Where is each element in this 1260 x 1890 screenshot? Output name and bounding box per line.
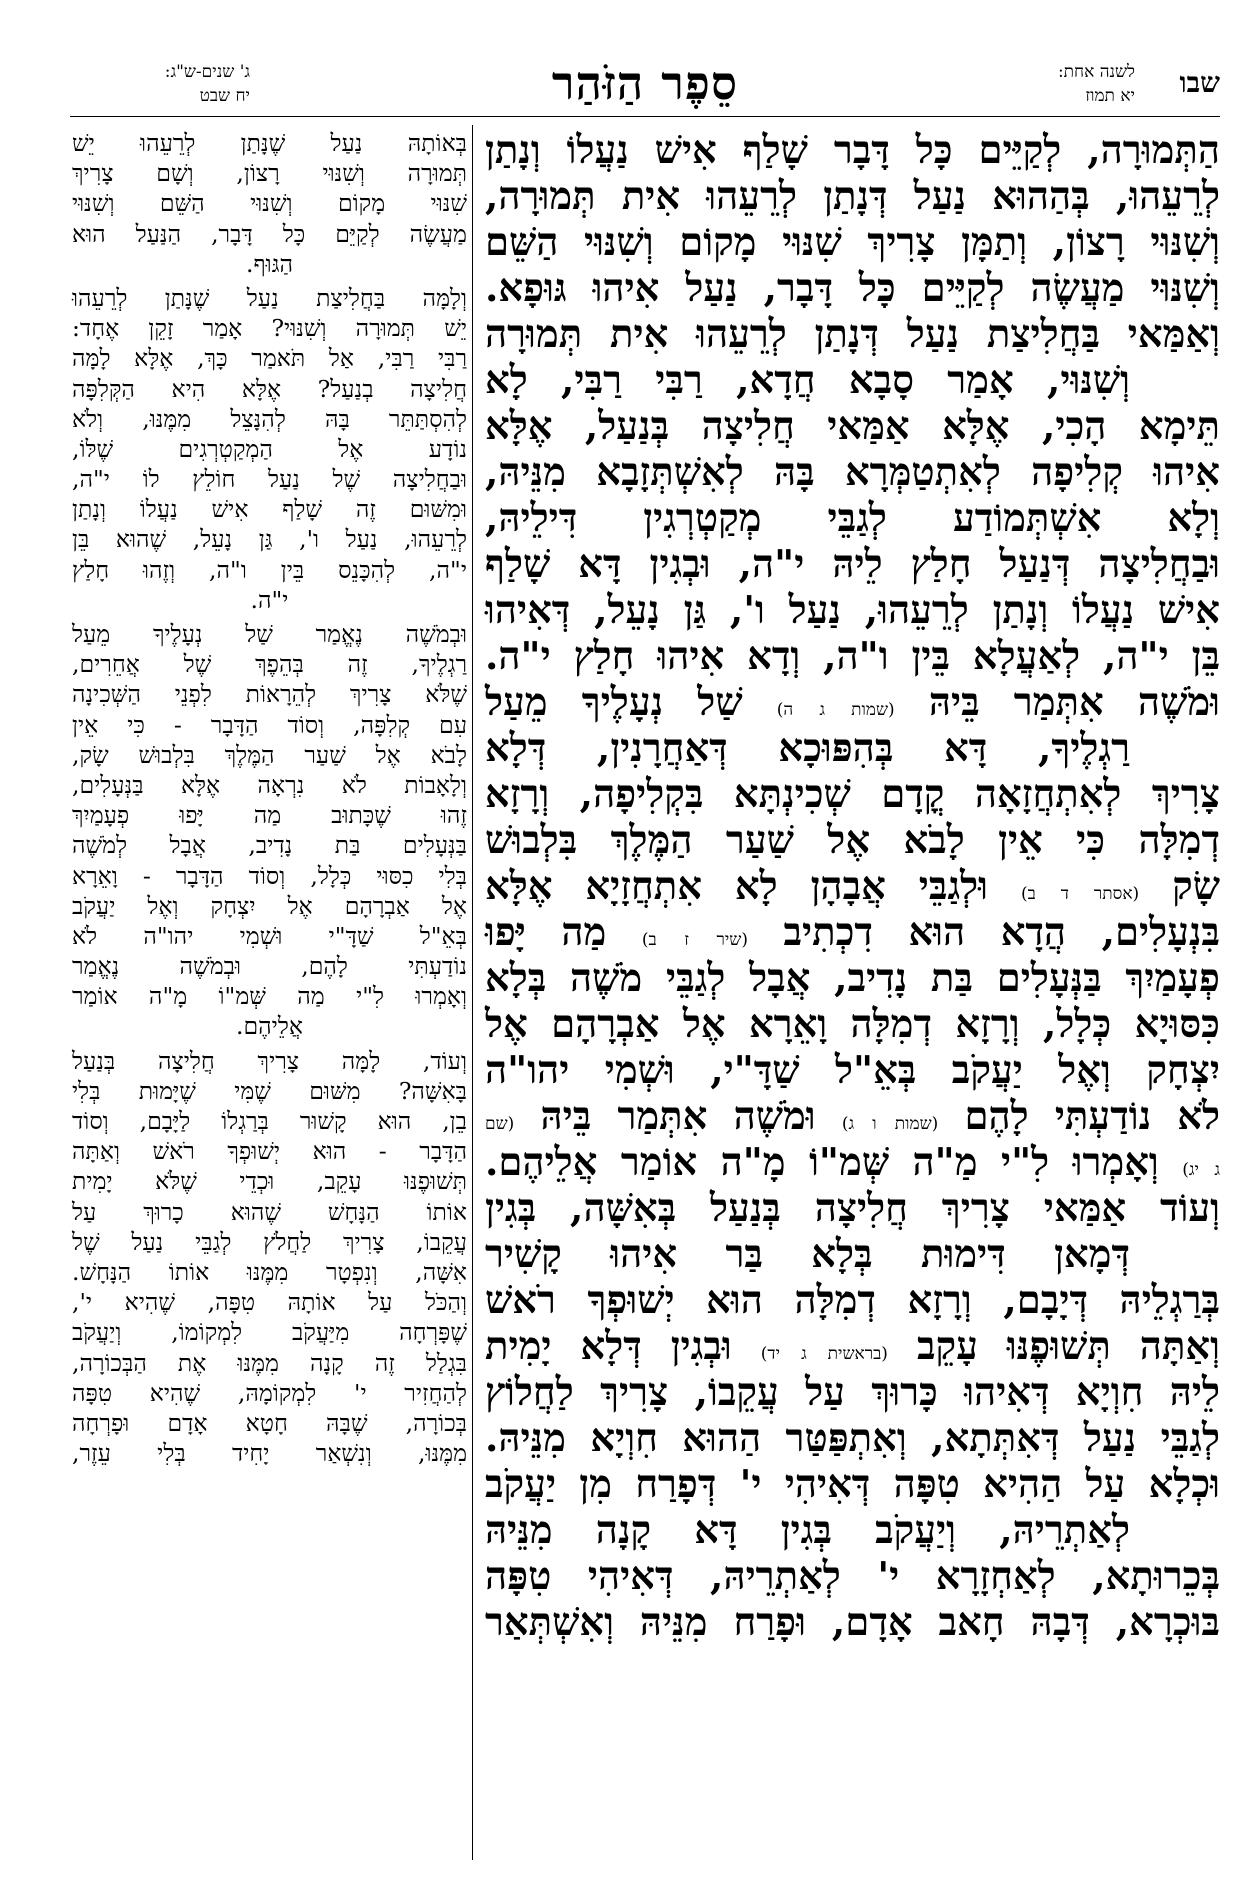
main-line: בְּרַגְלֵיהּ דְּיָבָם, וְרָזָא דְמִלָּה הוּא יְשׁוּפְךָ רֹאשׁ: [485, 1278, 1220, 1323]
main-line-part: מַה יָּפוּ: [485, 910, 607, 955]
comm-line: אוֹתוֹ הַנָּחָשׁ שֶׁהוּא כָרוּךְ עַל: [72, 1197, 467, 1226]
main-line: וְלָא אִשְׁתְּמוֹדַע לְגַבֵּי מְקַטְרְגִין דִּילֵיהּ,: [485, 496, 1220, 541]
comm-line: בַּנְּעָלִים בַּת נָדִיב, אֲבָל לְמֹשֶׁה: [72, 831, 467, 860]
comm-line: מִמֶּנּוּ, וְנִשְׁאַר יָחִיד בְּלִי עֵזֶר,: [72, 1439, 467, 1468]
main-text-column: [485, 128, 1220, 1646]
main-line-part: וְאַתָּה תְּשׁוּפֶנּוּ עָקֵב: [887, 1324, 1220, 1369]
main-line: לְרֵעֵהוּ, בְּהַהוּא נַעַל דְּנָתַן לְרֵעֵהוּ אִית תְּמוּרָה,: [485, 174, 1220, 219]
main-line: דְּמָאן דִּימוּת בְּלָא בַּר אִיהוּ קָשִׁיר: [485, 1232, 1130, 1277]
comm-line: לְרֵעֵהוּ, נַעַל ו', גַּן נָעֵל, שֶׁהוּא בֵּן: [72, 525, 467, 554]
comm-line: עֲקֵבוֹ, צָרִיךְ לַחֲלֹץ לְגַבֵּי נַעַל שֶׁל: [72, 1227, 467, 1256]
main-line-part: וּלְגַבֵּי אֲבָהָן לָא אִתְחֲזָיָא אֶלָּא: [485, 864, 989, 909]
comm-line: וְאָמְרוּ לִ"י מַה שְּׁמ"וֹ מָ"ה אוֹמַר: [72, 982, 467, 1011]
main-line: וּבַחֲלִיצָה דְּנַעַל חָלַץ לֵיהּ י"ה, וּבְגִין דָּא שָׁלַף: [485, 542, 1220, 587]
header-right-info-line1: לשנה אחת:: [1057, 62, 1135, 82]
main-line: בֵּן י"ה, לְאַעֲלָא בֵּין ו"ה, וְדָא אִיהוּ חָלַץ י"ה.: [485, 634, 1220, 679]
header-left-info-line2: יח שבט: [199, 86, 250, 106]
comm-line: חֲלִיצָה בְנַעַל? אֶלָּא הִיא הַקְּלִפָּה: [72, 374, 467, 403]
main-line: [485, 864, 1220, 910]
main-line-part: וּמֹשֶׁה אִתְּמַר בֵּיהּ: [514, 1094, 816, 1139]
main-line: אִיהוּ קְלִיפָה לְאִתְטַמְּרָא בָּהּ לְאִשְׁתְּזָבָא מִנֵּיהּ,: [485, 450, 1220, 495]
comm-line: וּבַחֲלִיצָה שֶׁל נַעַל חוֹלֵץ לוֹ י"ה,: [72, 465, 467, 494]
comm-line: עִם קְלִפָּה, וְסוֹד הַדָּבָר - כִּי אֵין: [72, 710, 467, 739]
comm-line: בִּגְלַל זֶה קָנָה מִמֶּנּוּ אֶת הַבְּכוֹרָה,: [72, 1348, 467, 1377]
main-line: לְגַבֵּי נַעַל דְּאִתְּתָא, וְאִתְפַּטַּר הַהוּא חִוְיָא מִנֵּיהּ.: [485, 1416, 1220, 1461]
main-line-part: וּמֹשֶׁה אִתְּמַר בֵּיהּ: [894, 680, 1220, 725]
header-right-info-line2: יא תמוז: [1085, 86, 1135, 106]
comm-line: בְּכוֹרָה, שֶׁבָּהּ חָטָא אָדָם וּפָרְחָה: [72, 1408, 467, 1437]
main-line: וְשִׁנּוּי מַעֲשֶׂה לְקַיֵּים כָּל דָּבָר, נַעַל אִיהוּ גּוּפָא.: [485, 266, 1220, 311]
comm-line: תְּשׁוּפֶנּוּ עָקֵב, וּכְדֵי שֶׁלֹּא יָמִית: [72, 1167, 467, 1196]
main-line: הַתְּמוּרָה, לְקַיֵּים כָּל דָּבָר שָׁלַף אִישׁ נַעֲלוֹ וְנָתַן: [485, 128, 1220, 173]
page-header: [70, 58, 1220, 128]
comm-line: אִשָּׁה, וְנִפְטָר מִמֶּנּוּ אוֹתוֹ הַנָּחָשׁ.: [72, 1257, 467, 1286]
main-line-part: וּבְגִין דְּלָא יָמִית: [485, 1324, 732, 1369]
main-line: לֵיהּ חִוְיָא דְּאִיהוּ כָּרוּךְ עַל עֲקֵבוֹ, צָרִיךְ לַחֲלוֹץ: [485, 1370, 1220, 1415]
verse-reference: (שמות ג ה): [776, 700, 895, 720]
header-left-info-line1: ג' שנים-ש"ג:: [164, 62, 250, 82]
book-title: סֵפֶר הַזֹּהַר: [551, 56, 739, 110]
header-right-info: [1058, 60, 1135, 108]
main-line: [485, 1140, 1220, 1186]
main-line: דְמִלָּה כִּי אֵין לָבֹא אֶל שַׁעַר הַמֶּלֶךְ בִּלְבוּשׁ: [485, 818, 1220, 863]
comm-line: נוֹדַעְתִּי לָהֶם, וּבְמֹשֶׁה נֶאֱמַר: [72, 952, 467, 981]
comm-line: וְלָמָּה בַּחֲלִיצַת נַעַל שֶׁנָּתַן לְרֵעֵהוּ: [72, 283, 467, 312]
main-line: תֵּימָא הָכִי, אֶלָּא אַמַּאי חֲלִיצָה בְּנַעַל, אֶלָּא: [485, 404, 1220, 449]
verse-reference: (אסתר ד ב): [1021, 884, 1140, 904]
comm-line: לְהִסְתַּתֵּר בָּהּ לְהִנָּצֵל מִמֶּנּוּ, וְלֹא: [72, 404, 467, 433]
main-line: וְשִׁנּוּי, אָמַר סָבָא חֲדָא, רַבִּי רַבִּי, לָא: [485, 358, 1130, 403]
main-line: רַגְלֶיךָ, דָּא בְּהִפּוּכָא דְּאַחֲרָנִין, דְּלָא: [485, 726, 1130, 771]
main-line: לְאַתְרֵיהּ, וְיַעֲקֹב בְּגִין דָּא קָנָה מִנֵּיהּ: [485, 1508, 1130, 1553]
verse-reference: (בראשית ג יד): [760, 1344, 888, 1364]
comm-line: וּבְמֹשֶׁה נֶאֱמַר שַׁל נְעָלֶיךָ מֵעַל: [72, 620, 467, 648]
comm-line: רַבִּי רַבִּי, אַל תֹּאמַר כָּךְ, אֶלָּא לָמָּה: [72, 344, 467, 373]
main-line: בְּכֵרוּתָא, לְאַחְזָרָא י' לְאַתְרֵיהּ, דְּאִיהִי טִפָּה: [485, 1554, 1220, 1599]
main-line: יִצְחָק וְאֶל יַעֲקֹב בְּאֵ"ל שַׁדָּ"י, וּשְׁמִי יהו"ה: [485, 1048, 1220, 1093]
comm-line: בָּאִשָּׁה? מִשּׁוּם שֶׁמִּי שֶׁיָּמוּת בְּלִי: [72, 1076, 467, 1105]
comm-line: אֲלֵיהֶם.: [236, 1012, 303, 1041]
main-line: וּכְלָא עַל הַהִיא טִפָּה דְּאִיהִי י' דְּפָרַח מִן יַעֲקֹב: [485, 1462, 1220, 1507]
main-line: אִישׁ נַעֲלוֹ וְנָתַן לְרֵעֵהוּ, נַעַל ו', גַּן נָעֵל, דְּאִיהוּ: [485, 588, 1220, 633]
main-line: פְעָמַיִךְ בַּנְּעָלִים בַּת נָדִיב, אֲבָל לְגַבֵּי מֹשֶׁה בְּלָא: [485, 956, 1220, 1001]
comm-line: רַגְלֶיךָ, זֶה בְּהֵפֶךְ שֶׁל אֲחֵרִים,: [72, 650, 467, 679]
main-line: כִּסּוּיָא כְּלָל, וְרָזָא דְמִלָּה וָאֵרָא אֶל אַבְרָהָם אֶל: [485, 1002, 1220, 1047]
comm-line: בְּאֵ"ל שַׁדָּ"י וּשְׁמִי יהו"ה לֹא: [72, 921, 467, 950]
verse-reference: (שם: [485, 1114, 515, 1134]
main-line-part: לֹא נוֹדַעְתִּי לָהֶם: [938, 1094, 1220, 1139]
comm-line: י"ה.: [250, 585, 289, 614]
comm-line: מַעֲשֶׂה לְקַיֵּם כָּל דָּבָר, הַנַּעַל הוּא: [72, 219, 467, 248]
comm-line: וְעוֹד, לָמָּה צָרִיךְ חֲלִיצָה בְּנַעַל: [72, 1046, 467, 1075]
header-divider: [70, 116, 1220, 117]
column-divider: [472, 125, 473, 1860]
main-line: וְאַמַּאי בַּחֲלִיצַת נַעַל דְּנָתַן לְרֵעֵהוּ אִית תְּמוּרָה: [485, 312, 1220, 357]
comm-line: שֶׁפָּרְחָה מִיַּעֲקֹב לִמְקוֹמוֹ, וְיַעֲקֹב: [72, 1318, 467, 1347]
comm-line: בֵן, הוּא קָשׁוּר בְּרַגְלוֹ לַיָּבָם, וְסוֹד: [72, 1107, 467, 1135]
main-line-part: שָׂק: [1139, 864, 1220, 909]
comm-line: נוֹדָע אֶל הַמְקַטְרְגִים שֶׁלּוֹ,: [72, 434, 467, 463]
comm-line: שִׁנּוּי מָקוֹם וְשִׁנּוּי הַשֵּׁם וְשִׁנּוּי: [72, 189, 467, 218]
comm-line: י"ה, לְהִכָּנֵס בֵּין ו"ה, וְזֶהוּ חָלַץ: [72, 555, 467, 584]
main-line: וְעוֹד אַמַּאי צָרִיךְ חֲלִיצָה בְּנַעַל בְּאִשָּׁה, בְּגִין: [485, 1186, 1220, 1231]
comm-line: וְהַכֹּל עַל אוֹתָהּ טִפָּה, שֶׁהִיא י',: [72, 1288, 467, 1317]
comm-line: אֶל אַבְרָהָם אֶל יִצְחָק וְאֶל יַעֲקֹב: [72, 891, 467, 920]
comm-line: תְּמוּרָה וְשִׁנּוּי רָצוֹן, וְשָׁם צָרִיךְ: [72, 159, 467, 188]
comm-line: בְּאוֹתָהּ נַעַל שֶׁנָּתַן לְרֵעֵהוּ יֵשׁ: [72, 129, 467, 157]
main-line: צָרִיךְ לְאִתְחֲזָאָה קֳדָם שְׁכִינְתָּא בִּקְלִיפָה, וְרָזָא: [485, 772, 1220, 817]
header-right-label: שבו: [1179, 66, 1220, 99]
comm-line: וּמִשּׁוּם זֶה שָׁלַף אִישׁ נַעֲלוֹ וְנָתַן: [72, 495, 467, 524]
comm-line: לָבֹא אֶל שַׁעַר הַמֶּלֶךְ בִּלְבוּשׁ שָׂק,: [72, 740, 467, 769]
comm-line: הַגּוּף.: [246, 249, 293, 278]
main-line-part: וְאָמְרוּ לִ"י מַ"ה שְּׁמ"וֹ מָ"ה אוֹמַר אֲלֵיהֶם.: [485, 1140, 1159, 1185]
main-line: בּוּכְרָא, דְּבָהּ חָאב אָדָם, וּפָרַח מִנֵּיהּ וְאִשְׁתְּאַר: [485, 1600, 1220, 1645]
comm-line: שֶׁלֹּא צָרִיךְ לְהֵרָאוֹת לִפְנֵי הַשְּׁכִינָה: [72, 680, 467, 709]
main-line: [485, 910, 1220, 956]
verse-reference: ג יג): [1182, 1160, 1220, 1180]
main-line: [485, 680, 1220, 726]
main-line-part: בִּנְעָלִים, הֲדָא הוּא דִכְתִיב: [747, 910, 1220, 955]
comm-line: בְּלִי כִסּוּי כְּלָל, וְסוֹד הַדָּבָר - וָאֵרָא: [72, 861, 467, 890]
verse-reference: (שמות ו ג): [841, 1114, 939, 1134]
main-line: [485, 1324, 1220, 1370]
main-line: וְשִׁנּוּי רָצוֹן, וְתַמָּן צָרִיךְ שִׁנּוּי מָקוֹם וְשִׁנּוּי הַשֵּׁם: [485, 220, 1220, 265]
comm-line: לְהַחֲזִיר י' לִמְקוֹמָהּ, שֶׁהִיא טִפָּה: [72, 1378, 467, 1407]
comm-line: וְלָאָבוֹת לֹא נִרְאָה אֶלָּא בַּנְּעָלִים,: [72, 770, 467, 799]
header-left-info: [70, 60, 250, 108]
translation-column: [72, 128, 467, 1468]
comm-line: יֵשׁ תְּמוּרָה וְשִׁנּוּי? אָמַר זָקֵן אֶחָד:: [72, 314, 467, 343]
comm-line: זֶהוּ שֶׁכָּתוּב מַה יָּפוּ פְעָמַיִךְ: [72, 801, 467, 830]
comm-line: הַדָּבָר - הוּא יְשׁוּפְךָ רֹאשׁ וְאַתָּה: [72, 1137, 467, 1166]
verse-reference: (שיר ז ב): [641, 930, 748, 950]
main-line-part: שַׁל נְעָלֶיךָ מֵעַל: [485, 680, 743, 725]
main-line: [485, 1094, 1220, 1140]
